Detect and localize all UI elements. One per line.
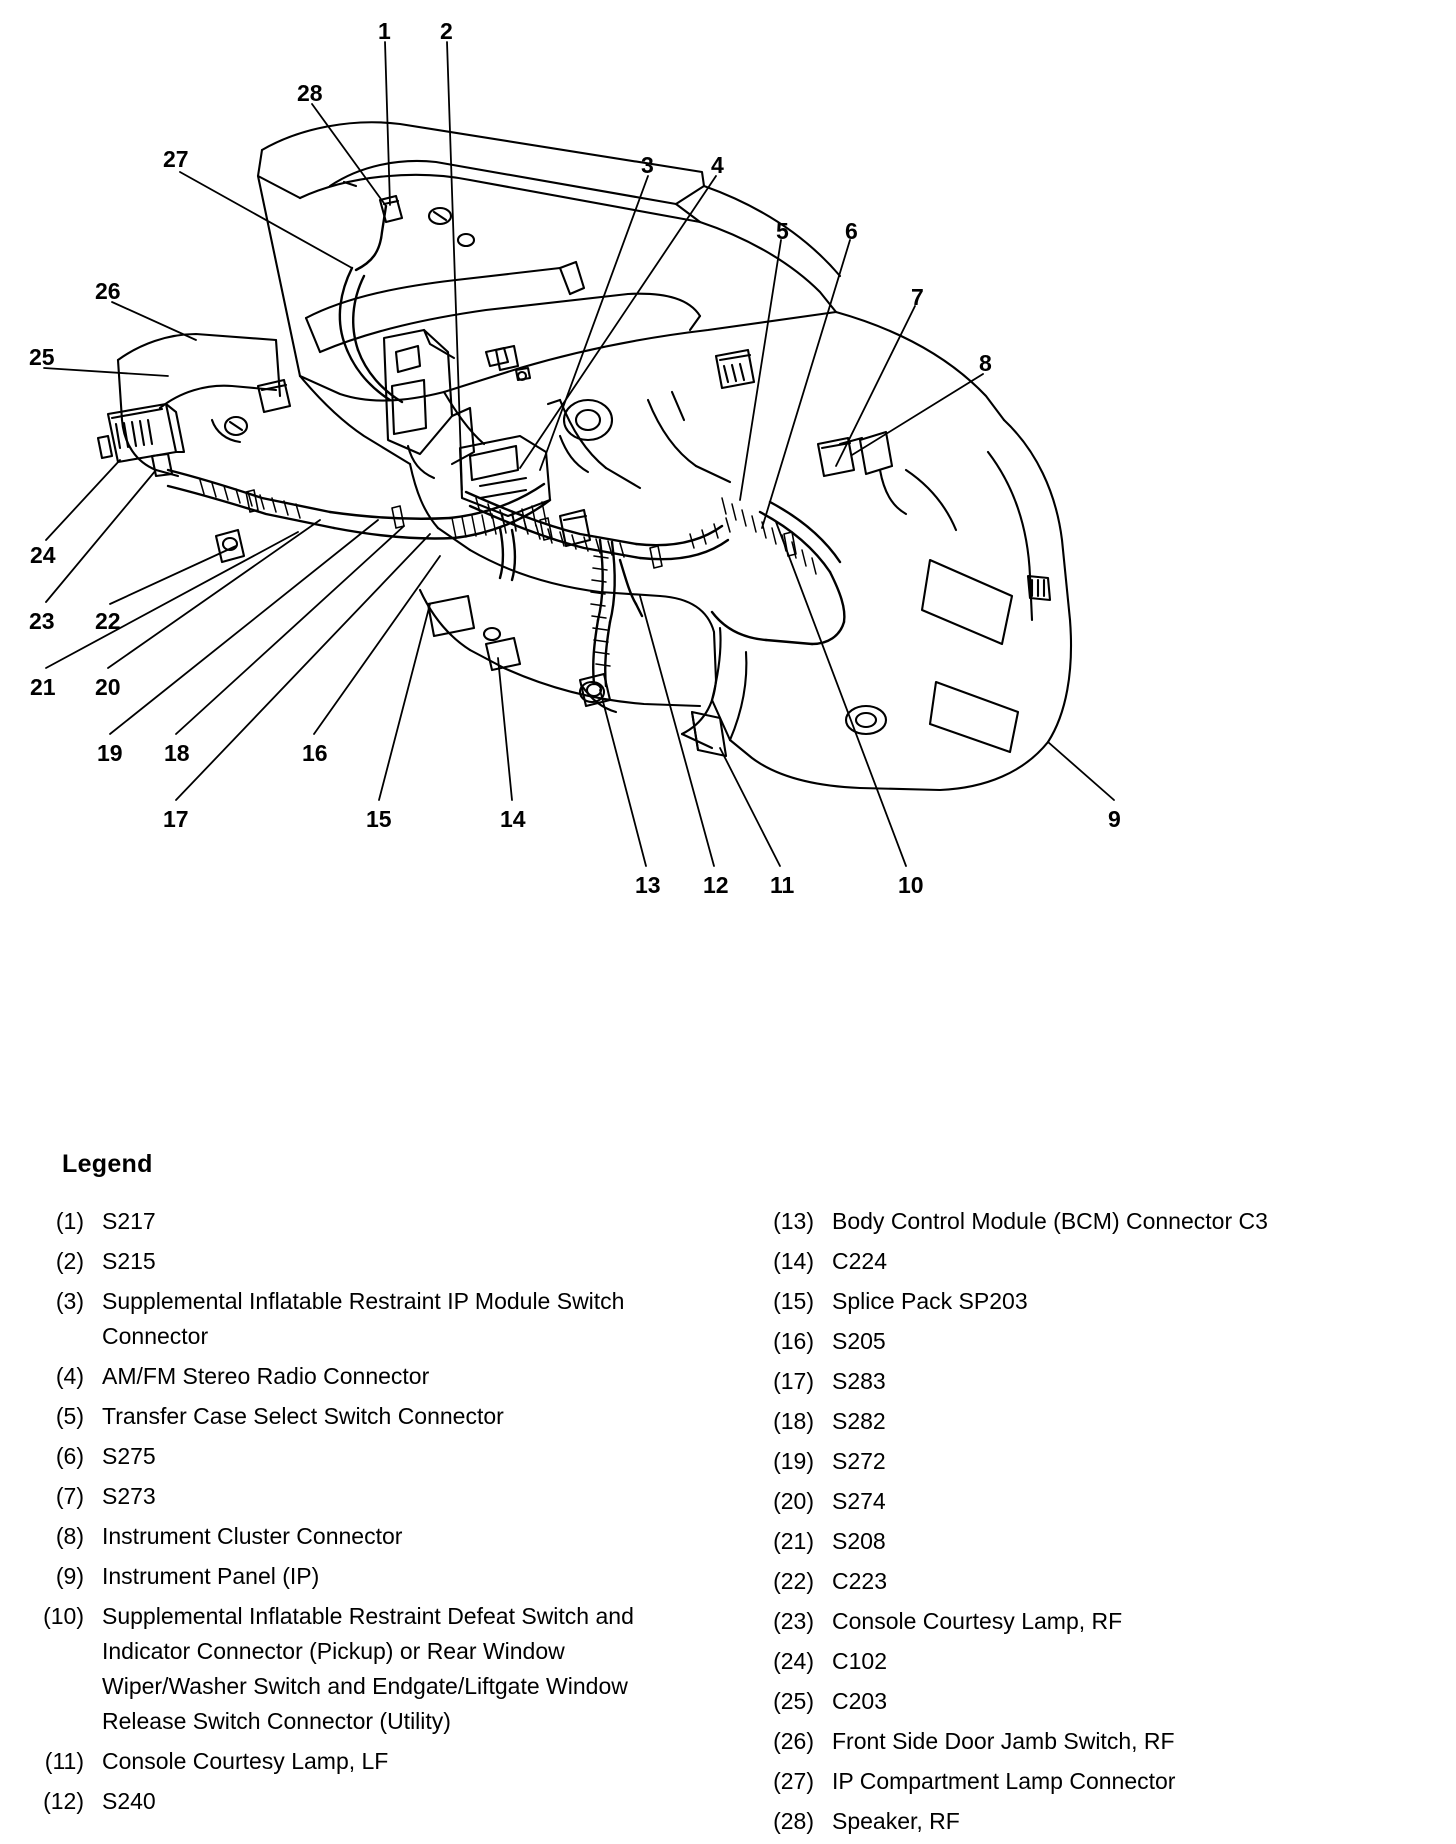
legend-label: Body Control Module (BCM) Connector C3 bbox=[832, 1208, 1268, 1234]
list-item bbox=[770, 1804, 1450, 1839]
list-item bbox=[40, 1244, 700, 1279]
legend-label: Supplemental Inflatable Restraint IP Module Switch Connector bbox=[102, 1288, 625, 1349]
cowl-details bbox=[344, 182, 530, 380]
list-item bbox=[40, 1359, 700, 1394]
legend-label: Splice Pack SP203 bbox=[832, 1288, 1028, 1314]
callout-22: 22 bbox=[95, 608, 121, 634]
harness-tape-wraps bbox=[200, 480, 816, 666]
legend-number: (5) bbox=[55, 1403, 84, 1429]
legend-number: (3) bbox=[55, 1288, 84, 1314]
legend-column-right bbox=[770, 1204, 1450, 1844]
center-stack bbox=[384, 330, 550, 516]
callout-16: 16 bbox=[302, 740, 328, 766]
legend-label: Instrument Panel (IP) bbox=[102, 1563, 320, 1589]
legend-number: (25) bbox=[773, 1688, 814, 1714]
list-item bbox=[770, 1204, 1450, 1239]
callout-26: 26 bbox=[95, 278, 121, 304]
legend-number: (13) bbox=[773, 1208, 814, 1234]
legend-number: (11) bbox=[44, 1748, 84, 1774]
legend-label: C223 bbox=[832, 1568, 887, 1594]
callout-25: 25 bbox=[29, 344, 55, 370]
callout-11: 11 bbox=[770, 872, 795, 898]
callout-15: 15 bbox=[366, 806, 392, 832]
legend-number: (20) bbox=[773, 1488, 814, 1514]
callout-14: 14 bbox=[500, 806, 526, 832]
harness-connectors bbox=[98, 196, 854, 706]
callout-19: 19 bbox=[97, 740, 123, 766]
legend-label: C102 bbox=[832, 1648, 887, 1674]
legend-number: (23) bbox=[773, 1608, 814, 1634]
legend-label: S273 bbox=[102, 1483, 156, 1509]
legend-number: (12) bbox=[43, 1788, 84, 1814]
list-item bbox=[770, 1524, 1450, 1559]
legend-label: S240 bbox=[102, 1788, 156, 1814]
list-item bbox=[40, 1204, 700, 1239]
legend-label: AM/FM Stereo Radio Connector bbox=[102, 1363, 430, 1389]
harness-clips bbox=[246, 490, 796, 568]
wiring-harness bbox=[168, 206, 844, 686]
legend-number: (4) bbox=[55, 1363, 84, 1389]
list-item bbox=[770, 1284, 1450, 1319]
list-item bbox=[770, 1364, 1450, 1399]
callout-9: 9 bbox=[1108, 806, 1121, 832]
legend-label: S215 bbox=[102, 1248, 156, 1274]
callout-23: 23 bbox=[29, 608, 55, 634]
callout-4: 4 bbox=[711, 152, 724, 178]
callout-8: 8 bbox=[979, 350, 992, 376]
legend-number: (7) bbox=[55, 1483, 84, 1509]
legend-label: Supplemental Inflatable Restraint Defeat Switch and Indicator Connector (Pickup) or Rear Window Wiper/Washer Switch and Endgate/Liftgate Window Release Switch Connector (Utility) bbox=[102, 1603, 634, 1734]
list-item bbox=[40, 1519, 700, 1554]
legend-label: Speaker, RF bbox=[832, 1808, 960, 1834]
legend-label: C224 bbox=[832, 1248, 887, 1274]
legend-number: (24) bbox=[773, 1648, 814, 1674]
instrument-panel-body bbox=[118, 334, 280, 476]
legend-label: S274 bbox=[832, 1488, 886, 1514]
legend-number: (17) bbox=[773, 1368, 814, 1394]
legend-number: (16) bbox=[773, 1328, 814, 1354]
legend-label: S208 bbox=[832, 1528, 886, 1554]
legend-label: Console Courtesy Lamp, LF bbox=[102, 1748, 389, 1774]
list-item bbox=[770, 1484, 1450, 1519]
list-item bbox=[770, 1564, 1450, 1599]
list-item bbox=[770, 1724, 1450, 1759]
legend-number: (22) bbox=[773, 1568, 814, 1594]
legend-label: Transfer Case Select Switch Connector bbox=[102, 1403, 504, 1429]
list-item bbox=[770, 1444, 1450, 1479]
list-item bbox=[40, 1744, 700, 1779]
legend-column-left bbox=[40, 1204, 700, 1824]
callout-6: 6 bbox=[845, 218, 858, 244]
legend-label: S272 bbox=[832, 1448, 886, 1474]
legend-number: (28) bbox=[773, 1808, 814, 1834]
legend-title: Legend bbox=[62, 1150, 153, 1178]
callout-20: 20 bbox=[95, 674, 121, 700]
callout-17: 17 bbox=[163, 806, 189, 832]
legend-number: (10) bbox=[43, 1603, 84, 1629]
callout-5: 5 bbox=[776, 218, 789, 244]
legend-label: Console Courtesy Lamp, RF bbox=[832, 1608, 1123, 1634]
legend-number: (27) bbox=[773, 1768, 814, 1794]
legend-number: (6) bbox=[55, 1443, 84, 1469]
legend-number: (1) bbox=[55, 1208, 84, 1234]
callout-24: 24 bbox=[30, 542, 56, 568]
legend-label: S282 bbox=[832, 1408, 886, 1434]
legend-number: (14) bbox=[773, 1248, 814, 1274]
list-item bbox=[770, 1324, 1450, 1359]
legend-number: (8) bbox=[55, 1523, 84, 1549]
callout-13: 13 bbox=[635, 872, 661, 898]
callout-1: 1 bbox=[378, 18, 391, 44]
legend-label: S217 bbox=[102, 1208, 156, 1234]
legend-number: (19) bbox=[773, 1448, 814, 1474]
callout-2: 2 bbox=[440, 18, 453, 44]
legend-number: (15) bbox=[773, 1288, 814, 1314]
windshield-panel bbox=[258, 122, 840, 400]
callout-10: 10 bbox=[898, 872, 924, 898]
list-item bbox=[770, 1644, 1450, 1679]
list-item bbox=[770, 1684, 1450, 1719]
legend-number: (26) bbox=[773, 1728, 814, 1754]
legend-number: (21) bbox=[773, 1528, 814, 1554]
legend-label: S283 bbox=[832, 1368, 886, 1394]
legend-label: Front Side Door Jamb Switch, RF bbox=[832, 1728, 1175, 1754]
list-item bbox=[770, 1764, 1450, 1799]
legend-number: (9) bbox=[55, 1563, 84, 1589]
legend-label: S205 bbox=[832, 1328, 886, 1354]
legend-number: (2) bbox=[55, 1248, 84, 1274]
leader-lines bbox=[44, 42, 1114, 866]
list-item bbox=[770, 1244, 1450, 1279]
callout-7: 7 bbox=[911, 284, 924, 310]
callout-18: 18 bbox=[164, 740, 190, 766]
list-item bbox=[40, 1784, 700, 1819]
passenger-side-panel bbox=[712, 312, 1071, 790]
legend-number: (18) bbox=[773, 1408, 814, 1434]
list-item bbox=[40, 1559, 700, 1594]
list-item bbox=[40, 1439, 700, 1474]
list-item bbox=[40, 1284, 700, 1354]
list-item bbox=[770, 1604, 1450, 1639]
lower-ip-brace bbox=[410, 464, 746, 756]
callout-27: 27 bbox=[163, 146, 189, 172]
callout-28: 28 bbox=[297, 80, 323, 106]
list-item bbox=[40, 1599, 700, 1739]
list-item bbox=[770, 1404, 1450, 1439]
legend-label: IP Compartment Lamp Connector bbox=[832, 1768, 1176, 1794]
list-item bbox=[40, 1399, 700, 1434]
legend-label: S275 bbox=[102, 1443, 156, 1469]
legend-label: Instrument Cluster Connector bbox=[102, 1523, 403, 1549]
callout-3: 3 bbox=[641, 152, 654, 178]
legend-label: C203 bbox=[832, 1688, 887, 1714]
callout-21: 21 bbox=[30, 674, 56, 700]
list-item bbox=[40, 1479, 700, 1514]
callout-12: 12 bbox=[703, 872, 729, 898]
